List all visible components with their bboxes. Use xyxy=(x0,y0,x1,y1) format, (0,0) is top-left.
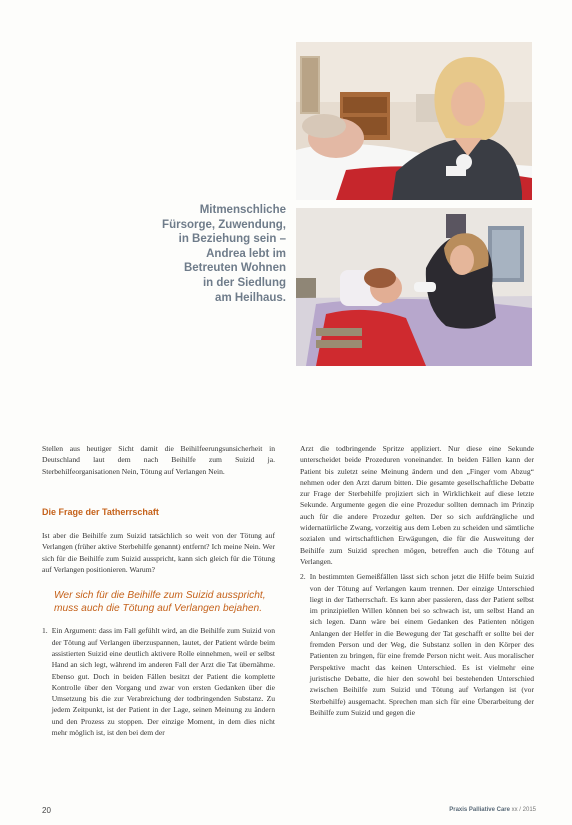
article-column-left xyxy=(42,443,275,738)
section-heading: Die Frage der Tatherrschaft xyxy=(42,506,159,517)
publication-brand: Praxis Palliative Care xyxy=(449,807,510,813)
intro-paragraph: Stellen aus heutiger Sicht damit die Beihilfeerungsunsicherheit in Deutschland laut dem nach Beihilfe zum Suizid ja. Sterbehilfeorganisationen Nein, Tötung auf Verlangen Nein. xyxy=(42,444,275,476)
photo-caregiver-with-patient xyxy=(296,42,532,200)
photo-caption xyxy=(86,203,286,305)
publication-issue: xx / 2015 xyxy=(511,807,536,813)
item-text: Ein Argument: dass im Fall gefühlt wird, an die Beihilfe zum Suizid von der Tötung auf Verlangen überzuspannen, lautet, der Patient würde beim assistierten Suizid eine deutlich aktivere Rolle einnehmen, weil er selbst Hand an sich legt, während im anderen Fall der Arzt die Tat übernähme. Ebenso gut. Doch in beiden Fällen besitzt der Patient die komplette Kontrolle über den Vorgang und zwar von ersten Gedanken über die Umsetzung bis die zur Verabreichung der todbringenden Substanz. Zu jedem Zeitpunkt, ist der Patient in der Lage, seinen Meinung zu ändern und den Prozess zu stoppen. Der einzige Moment, in dem dies nicht mehr möglich ist, ist den bei dem der xyxy=(51,626,275,738)
numbered-item-1 xyxy=(42,625,275,738)
numbered-item-2 xyxy=(300,571,534,718)
publication-footer xyxy=(449,807,536,813)
photo-caregiver-feeding-patient xyxy=(296,208,532,366)
item-number: 1. xyxy=(42,626,48,636)
pull-quote: Wer sich für die Beihilfe zum Suizid ausspricht, muss auch die Tötung auf Verlangen bejahen. xyxy=(54,590,266,615)
body-paragraph: Ist aber die Beihilfe zum Suizid tatsächlich so weit von der Tötung auf Verlangen (früher aktive Sterbehilfe genannt) entfernt? Ich meine Nein. Wer sich für die Beihilfe zum Suizid ausspricht, kann sich gleich für die Tötung auf Verlangen positionieren. Warum? xyxy=(42,531,275,575)
item-text: In bestimmten Gemeißfällen lässt sich schon jetzt die Hilfe beim Suizid von der Tötung auf Verlangen kaum trennen. Der einzige Unterschied liegt in der Tatherrschaft. Es kann aber passieren, dass der Patient selbst im prinzipiellen Willen können bei so schwach ist, um selbst Hand an sich legen. Dann wäre bei einem Gedanken des Patienten nötigen Anlangen der Helfer in die Bewegung der Tat geschafft er sollte bei der fremden Person und der Weg, die Substanz sollen in den Körper des Patienten zu bringen, für eine fremde Person nicht weit. Aus moralischer Perspektive macht das keinen Unterschied. Es ist vielmehr eine juristische Debatte, die hier den sowohl bei bestehenden Unterschied zwischen Beihilfe zum Suizid und Tötung auf Verlangen ist (vor Sterbehilfe) ausgemacht. Sprechen man sich für eine Überarbeitung der Beihilfe zum Suizid und gegen die xyxy=(309,572,534,717)
caption-line: am Heilhaus. xyxy=(215,291,286,304)
page-number: 20 xyxy=(42,806,51,815)
item-number: 2. xyxy=(300,572,306,582)
caption-line: Mitmenschliche xyxy=(199,204,286,216)
article-column-right xyxy=(300,443,534,718)
caption-line: in der Siedlung xyxy=(202,276,286,289)
caption-line: in Beziehung sein – xyxy=(178,233,286,246)
body-paragraph: Arzt die todbringende Spritze appliziert. Nur diese eine Sekunde unterscheidet beide Prozeduren voneinander. In beiden Fällen kann der Patient bis zuletzt seine Meinung ändern und den „Finger vom Abzug“ nehmen oder den Arzt darum bitten. Die gesamte gesellschaftliche Debatte zur Frage der Sterbehilfe projiziert sich in Wirklichkeit auf diese letzte Sekunde. Argumente gegen die eine Prozedur sollten demnach im Prinzip auch für die andere Prozedur gelten. Der so sich aufdrängliche und widernatürliche Zwang, vorzeitig aus dem Leben zu scheiden und sämtliche sozialen und wirtschaftlichen Erwägungen, die für die Ausweitung der Beihilfe zum Suizid sprechen mögen, betreffen auch die Tötung auf Verlangen. xyxy=(300,444,534,566)
caption-line: Betreuten Wohnen xyxy=(183,262,286,275)
caption-line: Fürsorge, Zuwendung, xyxy=(162,218,286,231)
caption-line: Andrea lebt im xyxy=(206,247,286,260)
